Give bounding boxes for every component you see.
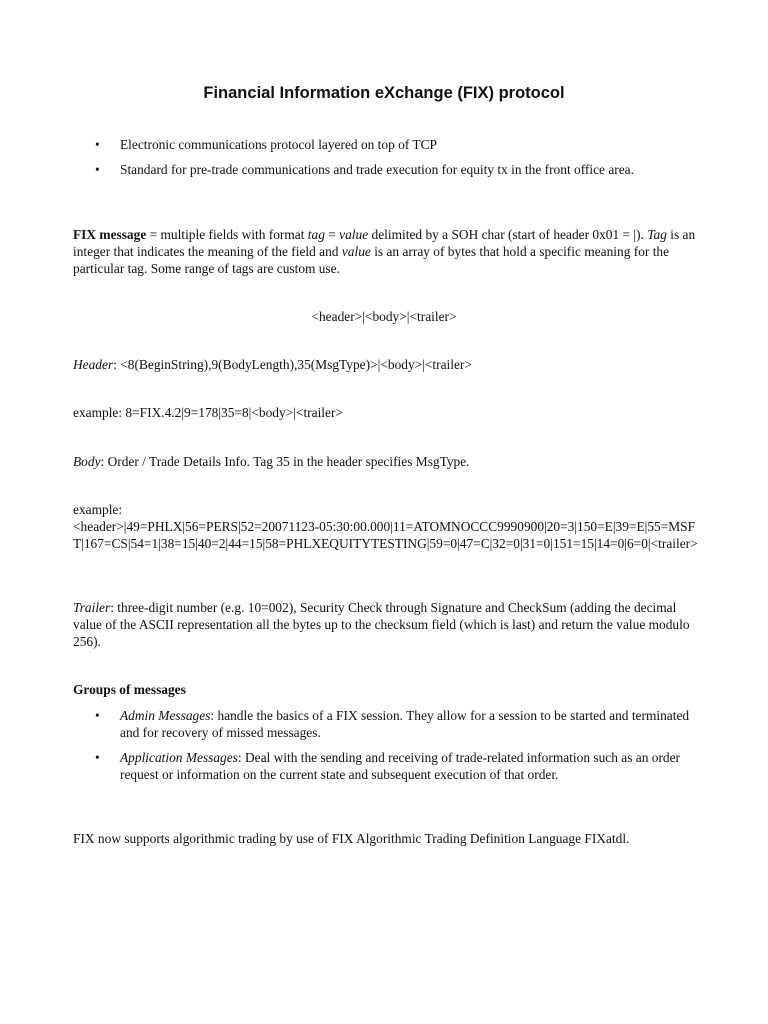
list-item: [73, 161, 698, 178]
section-label: Body: [73, 454, 101, 469]
body-example-label: example:: [73, 502, 123, 517]
bullet-icon: •: [95, 750, 100, 765]
definition-text: is an integer that indicates the meaning of the field and: [73, 227, 696, 259]
closing-paragraph: FIX now supports algorithmic trading by use of FIX Algorithmic Trading Definition Language FIXatdl.: [73, 831, 630, 846]
bullet-icon: •: [95, 708, 100, 723]
groups-bullet-list: [73, 707, 698, 783]
list-item: [73, 749, 698, 783]
intro-bullet-list: [73, 136, 698, 178]
page-title: Financial Information eXchange (FIX) protocol: [203, 84, 565, 102]
item-text: : Deal with the sending and receiving of trade-related information such as an order request or information on the current state and subsequent execution of that order.: [120, 750, 681, 782]
list-item: [73, 136, 698, 153]
body-example: <header>|49=PHLX|56=PERS|52=20071123-05:30:00.000|11=ATOMNOCCC9990900|20=3|150=E|39=E|55=MSFT|167=CS|54=1|38=15|40=2|44=15|58=PHLXEQUITYTESTING|59=0|47=C|32=0|31=0|151=15|14=0|6=0|<trailer>: [73, 519, 698, 551]
italic-term: tag: [307, 227, 325, 242]
italic-term: value: [339, 227, 369, 242]
header-example: example: 8=FIX.4.2|9=178|35=8|<body>|<trailer>: [73, 405, 343, 420]
definition-text: delimited by a SOH char (start of header 0x01 = |).: [368, 227, 648, 242]
bullet-text: Standard for pre-trade communications and trade execution for equity tx in the front office area.: [120, 162, 634, 177]
groups-heading: [73, 681, 698, 698]
section-label: Header: [73, 357, 114, 372]
italic-term: Tag: [647, 227, 667, 242]
body-description: [73, 453, 698, 470]
item-label: Application Messages: [120, 750, 238, 765]
list-item: [73, 707, 698, 741]
bullet-icon: •: [95, 162, 100, 177]
section-text: : Order / Trade Details Info. Tag 35 in the header specifies MsgType.: [100, 454, 470, 469]
section-label: Trailer: [73, 600, 111, 615]
definition-text: = multiple fields with format: [146, 227, 308, 242]
trailer-description: [73, 599, 698, 650]
italic-term: value: [341, 244, 371, 259]
definition-text: =: [324, 227, 340, 242]
bullet-text: Electronic communications protocol layered on top of TCP: [120, 137, 437, 152]
item-text: : handle the basics of a FIX session. They allow for a session to be started and terminated and for recovery of missed messages.: [120, 708, 690, 740]
fix-message-definition: [73, 226, 698, 277]
section-heading: Groups of messages: [73, 682, 186, 697]
item-label: Admin Messages: [120, 708, 211, 723]
definition-text: is an array of bytes that hold a specific meaning for the particular tag. Some range of tags are custom use.: [73, 244, 670, 276]
section-text: : three-digit number (e.g. 10=002), Security Check through Signature and CheckSum (adding the decimal value of the ASCII representation all the bytes up to the checksum field (which is last) and return the value modulo 256).: [73, 600, 690, 649]
message-structure: <header>|<body>|<trailer>: [311, 309, 457, 324]
bullet-icon: •: [95, 137, 100, 152]
section-text: : <8(BeginString),9(BodyLength),35(MsgType)>|<body>|<trailer>: [113, 357, 472, 372]
term-label: FIX message: [73, 227, 147, 242]
header-description: [73, 356, 698, 373]
